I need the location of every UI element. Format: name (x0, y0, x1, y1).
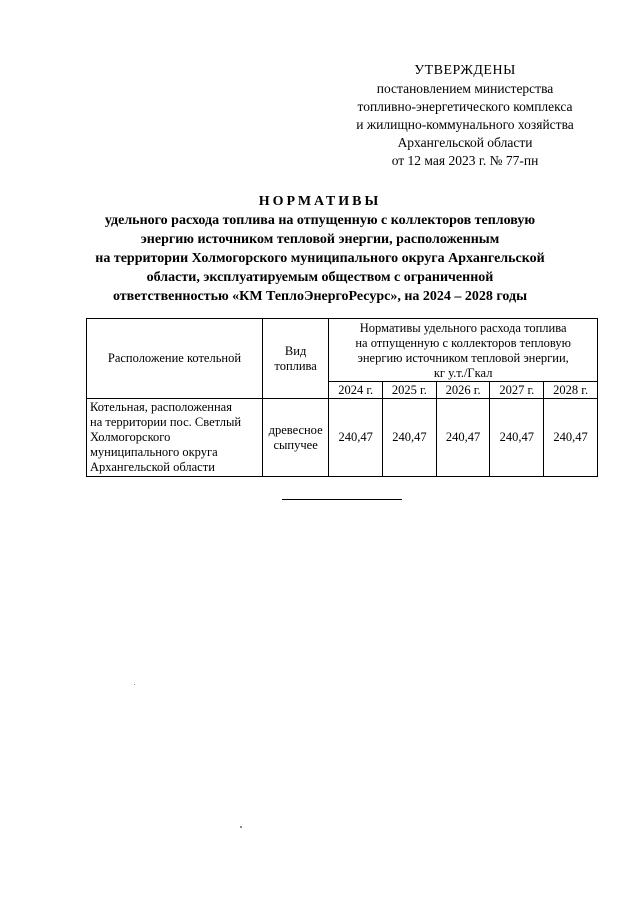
location-line: на территории пос. Светлый (90, 415, 242, 429)
cell-location (87, 399, 263, 477)
approval-block (330, 62, 600, 170)
title-line: ответственностью «КМ ТеплоЭнергоРесурс», на 2024 – 2028 годы (112, 289, 528, 304)
header-norms-line: Нормативы удельного расхода топлива (359, 321, 567, 335)
year-header: 2028 г. (544, 382, 598, 399)
title-line: на территории Холмогорского муниципального округа Архангельской (95, 251, 545, 266)
scan-speck (134, 684, 135, 685)
location-line: Архангельской области (90, 460, 215, 474)
title-line: энергию источником тепловой энергии, расположенным (140, 232, 500, 247)
header-norms-line: кг у.т./Гкал (433, 366, 493, 380)
year-header: 2024 г. (329, 382, 383, 399)
title-line: области, эксплуатируемым обществом с ограниченной (146, 270, 494, 285)
closing-rule (282, 499, 402, 500)
table-header-row (87, 319, 598, 382)
approval-line: топливно-энергетического комплекса (357, 99, 573, 114)
header-norms-line: энергию источником тепловой энергии, (357, 351, 569, 365)
approval-line: от 12 мая 2023 г. № 77-пн (391, 153, 539, 168)
approval-line: постановлением министерства (376, 81, 554, 96)
year-header: 2026 г. (436, 382, 490, 399)
fuel-line: древесное (268, 422, 323, 437)
location-line: муниципального округа (90, 445, 218, 459)
cell-fuel (262, 399, 328, 477)
cell-value: 240,47 (383, 399, 437, 477)
fuel-line: сыпучее (273, 437, 318, 452)
table-row (87, 399, 598, 477)
header-norms-line: на отпущенную с коллекторов тепловую (355, 336, 571, 350)
approval-line: и жилищно-коммунального хозяйства (356, 117, 574, 132)
location-line: Холмогорского (90, 430, 171, 444)
approval-heading: УТВЕРЖДЕНЫ (414, 63, 516, 78)
year-header: 2027 г. (490, 382, 544, 399)
header-norms (329, 319, 598, 382)
document-title (60, 192, 580, 306)
title-heading: НОРМАТИВЫ (258, 194, 382, 209)
title-line: удельного расхода топлива на отпущенную с коллекторов тепловую (104, 213, 536, 228)
year-header: 2025 г. (383, 382, 437, 399)
approval-line: Архангельской области (397, 135, 533, 150)
header-location: Расположение котельной (87, 319, 263, 399)
scan-speck (240, 826, 242, 828)
cell-value: 240,47 (490, 399, 544, 477)
header-fuel-line: Вид (284, 343, 307, 358)
header-fuel-line: топлива (274, 358, 317, 373)
location-line: Котельная, расположенная (90, 400, 232, 414)
norms-table (86, 318, 598, 477)
cell-value: 240,47 (544, 399, 598, 477)
header-fuel (262, 319, 328, 399)
cell-value: 240,47 (436, 399, 490, 477)
cell-value: 240,47 (329, 399, 383, 477)
